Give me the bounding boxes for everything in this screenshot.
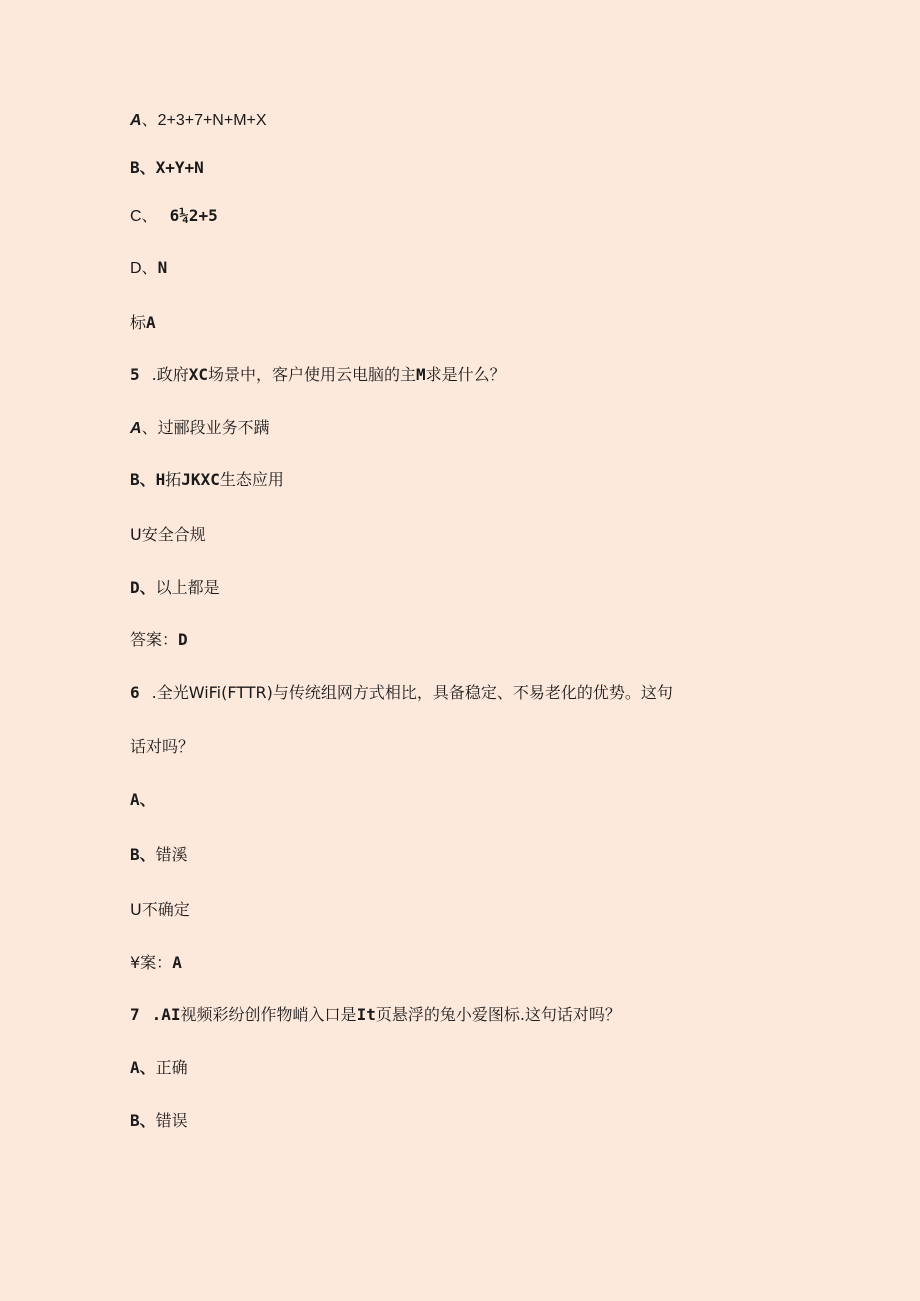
option-text: 错溪 <box>155 845 188 864</box>
option-text: 6¼2+5 <box>169 206 218 225</box>
option-letter: A、 <box>130 1058 156 1077</box>
q6-question-cont <box>130 737 194 757</box>
question-text: 话对吗？ <box>130 737 195 756</box>
question-text: .AI <box>151 1005 181 1024</box>
option-text: U不确定 <box>130 900 190 919</box>
q5-option-a <box>130 418 270 439</box>
option-text: 、过郦段业务不蹒 <box>141 418 270 437</box>
option-letter: B、 <box>130 1111 156 1130</box>
q4-option-d <box>130 258 167 279</box>
question-text: 求是什么？ <box>425 365 506 384</box>
option-letter: A <box>130 112 142 129</box>
option-letter: B、 <box>130 470 156 489</box>
option-letter: D、 <box>130 578 156 597</box>
question-text: .政府 <box>151 365 189 384</box>
answer-label: 答案： <box>130 630 179 649</box>
q4-option-b <box>130 158 204 178</box>
question-text: 场景中，客户使用云电脑的主 <box>208 365 417 384</box>
q5-answer <box>130 630 188 650</box>
q6-answer <box>130 953 182 973</box>
q6-option-b <box>130 845 188 865</box>
option-text: 以上都是 <box>155 578 220 597</box>
option-text: 2+3+7+N+M+X <box>157 112 267 129</box>
answer-label: 标 <box>130 313 147 332</box>
question-text: 页悬浮的兔小爱图标.这句话对吗？ <box>375 1005 621 1024</box>
question-text: M <box>416 365 426 384</box>
q6-option-c <box>130 900 190 920</box>
option-letter: A <box>130 420 142 437</box>
question-number: 5 <box>130 365 140 384</box>
option-letter: A、 <box>130 790 156 809</box>
answer-label: ¥案： <box>130 953 173 972</box>
q6-question <box>130 683 673 703</box>
option-text: H <box>155 470 166 489</box>
option-text: U安全合规 <box>130 525 206 544</box>
answer-value: A <box>172 953 182 972</box>
question-text: 视频彩纷创作物峭入口是 <box>180 1005 357 1024</box>
answer-value: D <box>178 630 188 649</box>
option-text: 拓 <box>165 470 182 489</box>
q7-option-b <box>130 1111 188 1131</box>
option-letter: B、 <box>130 845 156 864</box>
q7-option-a <box>130 1058 188 1078</box>
option-letter: D、 <box>130 260 158 277</box>
question-text: It <box>356 1005 376 1024</box>
q4-option-a <box>130 110 267 131</box>
option-text: 正确 <box>155 1058 188 1077</box>
q5-option-b <box>130 470 284 490</box>
q7-question <box>130 1005 621 1025</box>
q5-option-c <box>130 525 206 545</box>
answer-value: A <box>146 313 156 332</box>
option-separator: 、 <box>141 110 158 129</box>
question-number: 7 <box>130 1005 140 1024</box>
question-text: XC <box>188 365 208 384</box>
option-letter: B、 <box>130 158 156 177</box>
option-text: N <box>157 258 168 277</box>
q4-option-c <box>130 206 218 227</box>
question-text: .全光WiFi(FTTR)与传统组网方式相比，具备稳定、不易老化的优势。这句 <box>151 683 673 702</box>
q5-question <box>130 365 506 385</box>
option-text: 生态应用 <box>219 470 284 489</box>
q6-option-a <box>130 790 156 810</box>
option-text: JKXC <box>181 470 220 489</box>
q4-answer <box>130 313 156 333</box>
q5-option-d <box>130 578 220 598</box>
option-letter: C、 <box>130 208 158 225</box>
question-number: 6 <box>130 683 140 702</box>
option-text: X+Y+N <box>155 158 204 177</box>
option-text: 错误 <box>155 1111 188 1130</box>
